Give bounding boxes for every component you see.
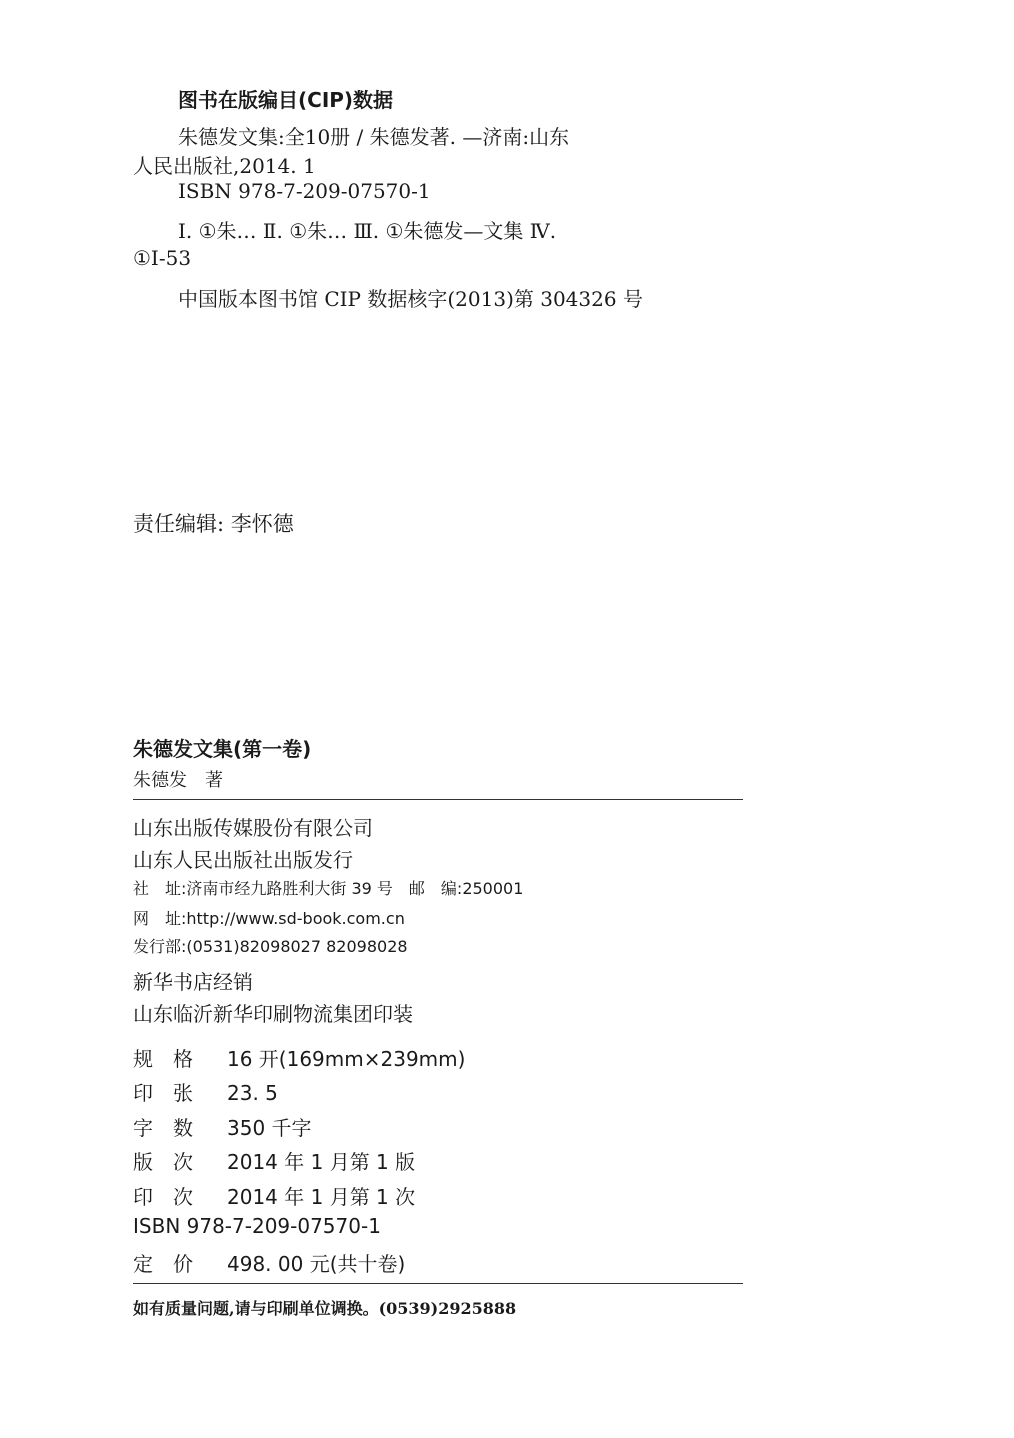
author-line: 朱德发 著: [133, 770, 223, 791]
printer: 山东临沂新华印刷物流集团印装: [133, 1002, 413, 1026]
distribution-department: 发行部:(0531)82098027 82098028: [133, 937, 408, 956]
cip-line: 朱德发文集:全10册 / 朱德发著. —济南:山东: [178, 125, 570, 149]
spec-value: 2014 年 1 月第 1 次: [227, 1185, 416, 1209]
spec-value: 23. 5: [227, 1081, 278, 1105]
responsible-editor: 责任编辑: 李怀德: [133, 512, 294, 536]
spec-edition: [133, 1146, 415, 1175]
spec-label: 印次: [133, 1185, 213, 1209]
spec-sheets: [133, 1077, 278, 1106]
publishing-company: 山东出版传媒股份有限公司: [133, 816, 373, 840]
spec-value: 2014 年 1 月第 1 版: [227, 1150, 416, 1174]
cip-heading: 图书在版编目(CIP)数据: [178, 88, 394, 112]
publisher: 山东人民出版社出版发行: [133, 848, 353, 872]
cip-classification: Ⅰ. ①朱… Ⅱ. ①朱… Ⅲ. ①朱德发—文集 Ⅳ.: [178, 219, 557, 243]
spec-value: 498. 00 元(共十卷): [227, 1252, 406, 1276]
cip-classification-cont: ①I-53: [133, 246, 192, 270]
book-title: 朱德发文集(第一卷): [133, 737, 312, 761]
quality-notice: 如有质量问题,请与印刷单位调换。(0539)2925888: [133, 1299, 517, 1318]
spec-word-count: [133, 1112, 312, 1141]
spec-value: 16 开(169mm×239mm): [227, 1047, 466, 1071]
spec-label: 版次: [133, 1150, 213, 1174]
spec-format: [133, 1043, 465, 1072]
isbn: ISBN 978-7-209-07570-1: [133, 1214, 381, 1238]
spec-printing: [133, 1181, 415, 1210]
cip-line: 人民出版社,2014. 1: [133, 154, 316, 178]
spec-label: 印张: [133, 1081, 213, 1105]
divider-top: [133, 799, 743, 800]
spec-price: [133, 1248, 405, 1277]
publisher-website: 网 址:http://www.sd-book.com.cn: [133, 909, 405, 928]
spec-label: 定价: [133, 1252, 213, 1276]
cip-isbn: ISBN 978-7-209-07570-1: [178, 179, 431, 203]
cip-record-number: 中国版本图书馆 CIP 数据核字(2013)第 304326 号: [178, 287, 643, 311]
publisher-address: 社 址:济南市经九路胜利大街 39 号 邮 编:250001: [133, 879, 524, 898]
spec-value: 350 千字: [227, 1116, 312, 1140]
distributor: 新华书店经销: [133, 970, 253, 994]
spec-label: 字数: [133, 1116, 213, 1140]
spec-label: 规格: [133, 1047, 213, 1071]
divider-bottom: [133, 1283, 743, 1284]
